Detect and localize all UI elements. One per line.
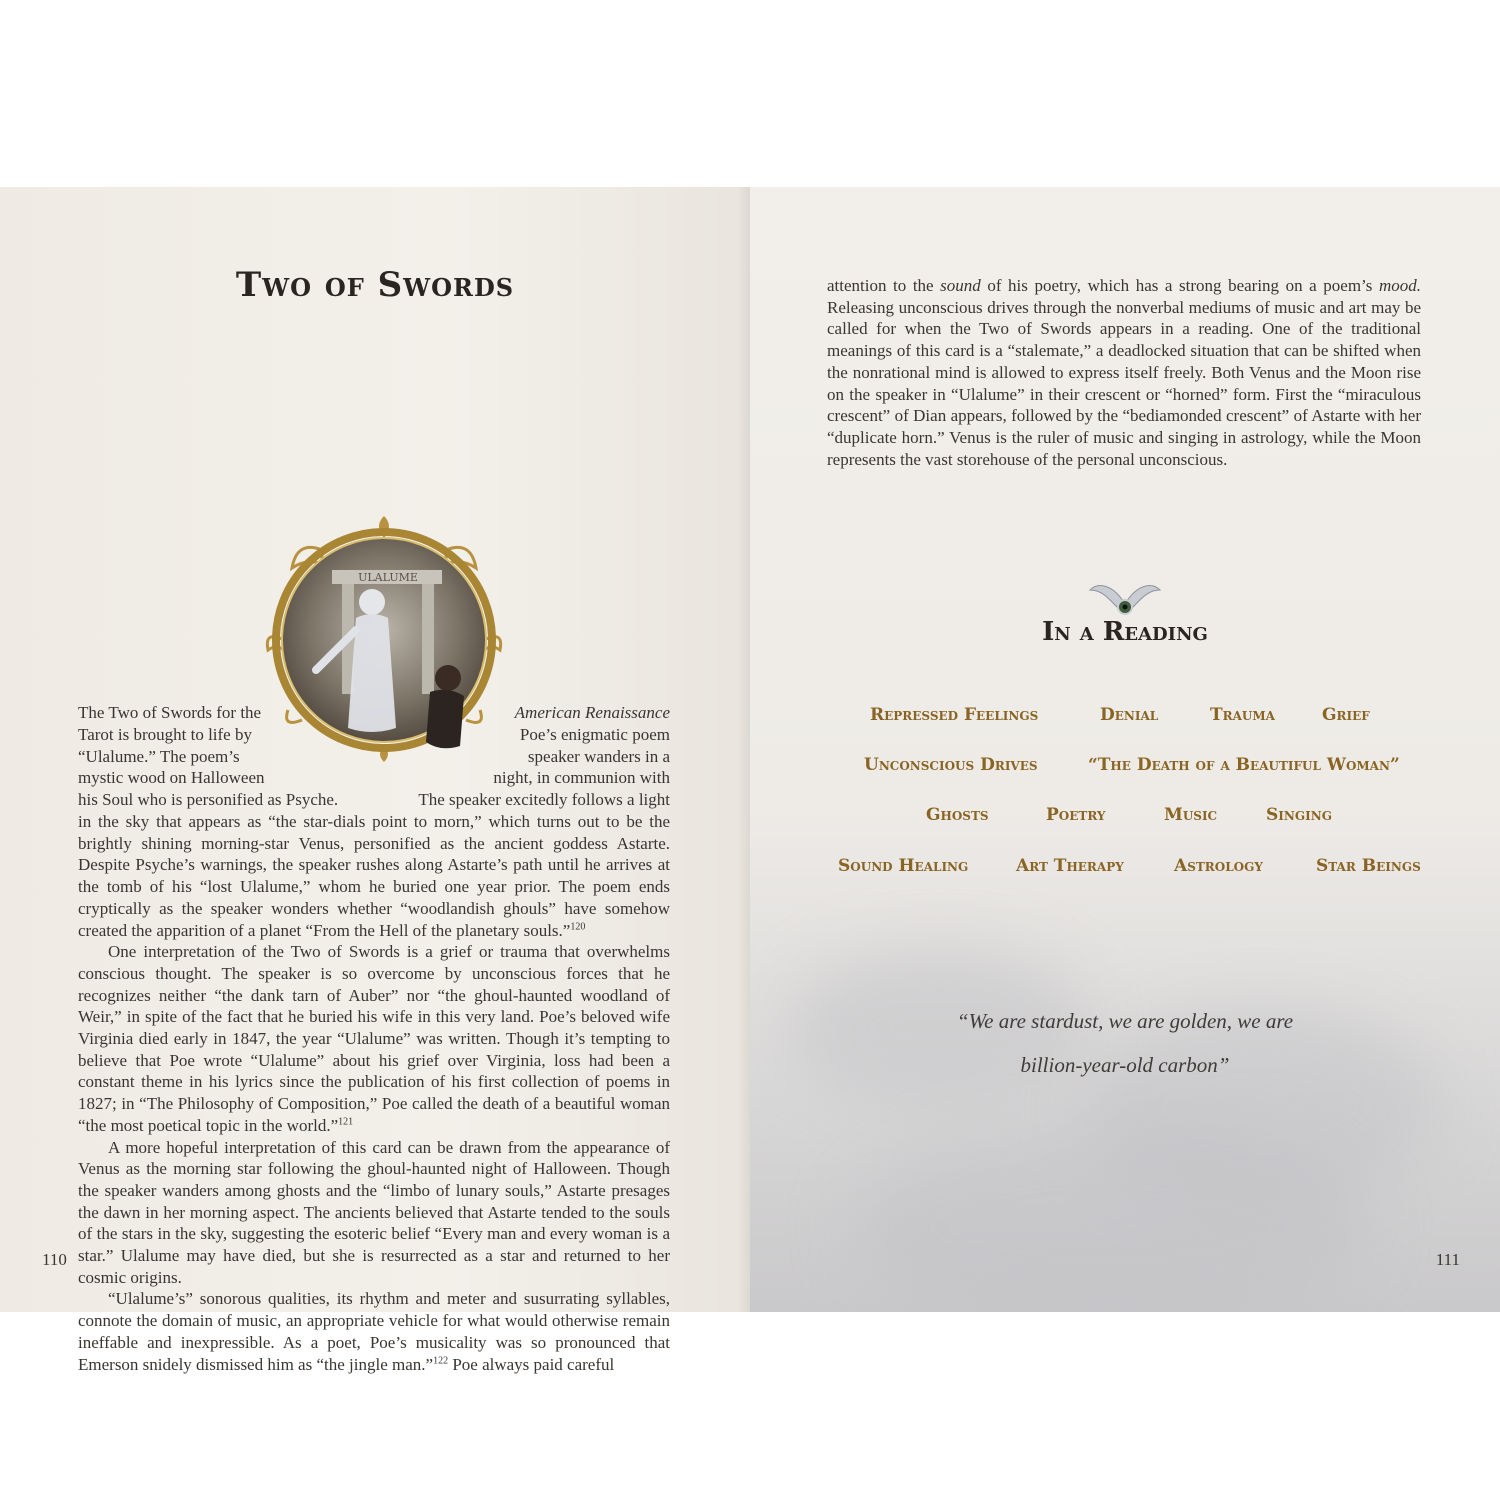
quote-line: “We are stardust, we are golden, we are [956,1009,1294,1033]
paragraph: One interpretation of the Two of Swords is a grief or trauma that overwhelms conscious thought. The speaker is so overcome by unconscious forces that he recognizes neither “the dank tarn of Auber” nor “the ghoul-haunted woodland of Weir,” in spite of the fact that he buried his wife in this very land. Poe’s beloved wife Virginia died early in 1847, the year “Ulalume” was written. Though it’s tempting to believe that Poe wrote “Ulalume” about his grief over Virginia, loss had been a constant theme in his lyrics since the publication of his first collection of poems in 1827; in “The Philosophy of Composition,” Poe called the death of a beautiful woman “the most poetical topic in the world.”$^{121}$ [78,942,670,1135]
tomb-inscription: ULALUME [358,571,418,584]
keyword: Art Therapy [1016,856,1124,876]
page-number: 110 [42,1250,67,1269]
keyword: Trauma [1210,705,1275,725]
paragraph: attention to the sound of his poetry, which has a strong bearing on a poem’s mood. Releasing unconscious drives through the nonverbal mediums of music and art may be called for when the Two of Swords appears in a reading. One of the traditional meanings of this card is a “stalemate,” a deadlocked situation that can be shifted when the nonrational mind is allowed to express itself freely. Both Venus and the Moon rise on the speaker in “Ulalume” in their crescent or “horned” form. First the “miraculous crescent” of Dian appears, followed by the “bediamonded crescent” of Astarte with her “duplicate horn.” Venus is the ruler of music and singing in astrology, while the Moon represents the vast storehouse of the personal unconscious. [827,276,1421,469]
page-number: 111 [1435,1250,1460,1269]
wrap-line-right: American Renaissance [514,703,670,722]
wrap-line-right: speaker wanders in a [527,747,670,766]
keyword: Singing [1266,805,1332,825]
keyword: Grief [1322,705,1370,725]
wrap-line-right: Poe’s enigmatic poem [519,725,670,744]
keyword: Sound Healing [838,856,969,876]
continued-text [827,275,1421,470]
keyword: Poetry [1046,805,1106,825]
keyword: Music [1164,805,1218,825]
wrap-line-left: his Soul who is personified as Psyche. [78,790,339,809]
left-page [0,187,750,1374]
quote-line: billion-year-old carbon” [1020,1053,1230,1077]
paragraph: “Ulalume’s” sonorous qualities, its rhythm and meter and susurrating syllables, connote the domain of music, an appropriate vehicle for what would otherwise remain ineffable and inexpressible. As a poet, Poe’s musicality was so pronounced that Emerson snidely dismissed him as “the jingle man.”$^{122}$ Poe always paid careful [78,1289,670,1374]
keyword: Ghosts [926,805,989,825]
footnote-ref: 120 [570,920,586,932]
winged-eye-icon [1088,580,1162,620]
wrap-line-right: The speaker excitedly follows a light [418,790,670,809]
keyword: Star Beings [1316,856,1421,876]
right-page [750,187,1500,1312]
keyword: “The Death of a Beautiful Woman” [1088,755,1400,775]
paragraph: in the sky that appears as “the star-dials point to morn,” which turns out to be the brightly shining morning-star Venus, personified as the ancient goddess Astarte. Despite Psyche’s warnings, the speaker rushes along Astarte’s path until he arrives at the tomb of his “lost Ulalume,” whom he buried one year prior. The poem ends cryptically as the speaker wonders whether “woodlandish ghouls” have somehow created the apparition of a planet “From the Hell of the planetary souls.”$^{120}$ [78,812,670,940]
wrap-line-right: night, in communion with [493,768,670,787]
tarot-card-illustration [262,510,506,768]
body-text [78,811,670,1375]
keyword: Astrology [1174,856,1263,876]
keyword: Unconscious Drives [864,755,1038,775]
paragraph: A more hopeful interpretation of this card can be drawn from the appearance of Venus as the morning star following the ghoul-haunted night of Halloween. Though the speaker wanders among ghosts and the “limbo of lunary souls,” Astarte presages the dawn in her morning aspect. The ancients believed that Astarte tended to the souls of the stars in the sky, suggesting the esoteric belief “Every man and every woman is a star.” Ulalume may have died, but she is resurrected as a star and returned to her cosmic origins. [78,1137,670,1287]
page-title: Two of Swords [235,265,515,305]
wrap-line-left: Tarot is brought to life by [78,725,252,744]
keyword: Repressed Feelings [870,705,1039,725]
wrap-line-left: “Ulalume.” The poem’s [78,747,240,766]
keyword: Denial [1100,705,1159,725]
book-spread [0,187,1500,1374]
wrap-line-left: mystic wood on Halloween [78,768,265,787]
section-title: In a Reading [1042,617,1208,647]
footnote-ref: 122 [433,1354,449,1366]
footnote-ref: 121 [338,1116,354,1128]
wrap-line-left: The Two of Swords for the [78,703,262,722]
